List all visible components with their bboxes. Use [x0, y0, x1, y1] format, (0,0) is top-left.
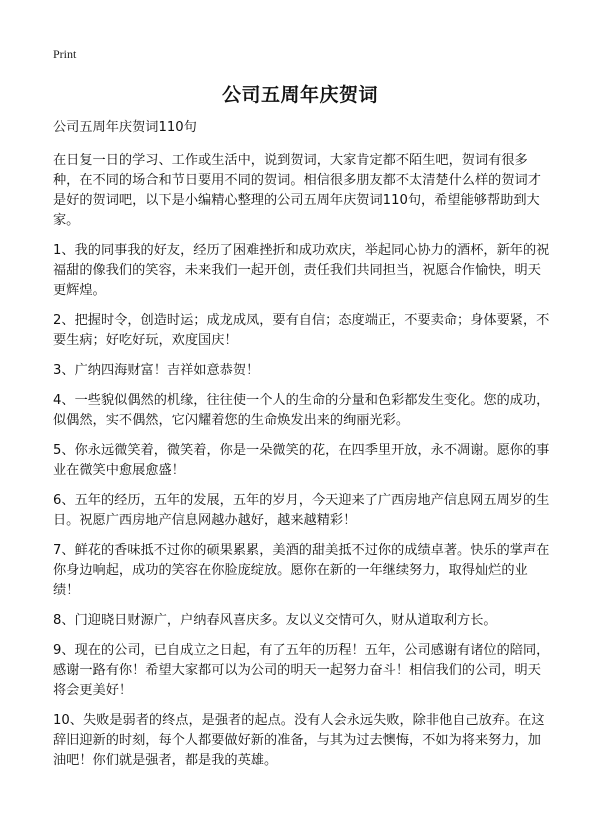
list-item: 6、五年的经历，五年的发展，五年的岁月，今天迎来了广西房地产信息网五周岁的生日。祝愿广西房地产信息网越办越好，越来越精彩！ — [53, 493, 550, 528]
list-item: 1、我的同事我的好友，经历了困难挫折和成功欢庆，举起同心协力的酒杯，新年的祝福甜的像我们的笑容，未来我们一起开创，责任我们共同担当，祝愿合作愉快，明天更辉煌。 — [53, 243, 550, 298]
page-title: 公司五周年庆贺词 — [221, 84, 378, 106]
list-item: 7、鲜花的香味抵不过你的硕果累累，美酒的甜美抵不过你的成绩卓著。快乐的掌声在你身边响起，成功的笑容在你脸庞绽放。愿你在新的一年继续努力，取得灿烂的业绩！ — [53, 543, 550, 598]
list-item: 2、把握时令，创造时运；成龙成凤，要有自信；态度端正，不要卖命；身体要紧，不要生病；好吃好玩，欢度国庆！ — [53, 313, 550, 348]
list-item: 4、一些貌似偶然的机缘，往往使一个人的生命的分量和色彩都发生变化。您的成功，似偶然，实不偶然，它闪耀着您的生命焕发出来的绚丽光彩。 — [53, 393, 550, 428]
list-item: 3、广纳四海财富！吉祥如意恭贺！ — [53, 363, 260, 378]
print-link[interactable]: Print — [53, 47, 77, 61]
list-item: 8、门迎晓日财源广，户纳春风喜庆多。友以义交情可久，财从道取利方长。 — [53, 613, 497, 628]
list-item: 9、现在的公司，已自成立之日起，有了五年的历程！五年，公司感谢有诸位的陪同，感谢一路有你！希望大家都可以为公司的明天一起努力奋斗！相信我们的公司，明天将会更美好！ — [53, 643, 550, 698]
list-item: 5、你永远微笑着，微笑着，你是一朵微笑的花，在四季里开放，永不凋谢。愿你的事业在微笑中愈展愈盛！ — [53, 443, 550, 478]
list-item: 10、失败是弱者的终点，是强者的起点。没有人会永远失败，除非他自己放弃。在这辞旧迎新的时刻，每个人都要做好新的准备，与其为过去懊悔，不如为将来努力，加油吧！你们就是强者，都是我的英雄。 — [53, 713, 545, 768]
document-body — [53, 118, 553, 781]
document-subtitle: 公司五周年庆贺词110句 — [53, 120, 197, 135]
intro-paragraph: 在日复一日的学习、工作或生活中，说到贺词，大家肯定都不陌生吧，贺词有很多种，在不同的场合和节日要用不同的贺词。相信很多朋友都不太清楚什么样的贺词才是好的贺词吧，以下是小编精心整理的公司五周年庆贺词110句，希望能够帮助到大家。 — [53, 153, 541, 228]
